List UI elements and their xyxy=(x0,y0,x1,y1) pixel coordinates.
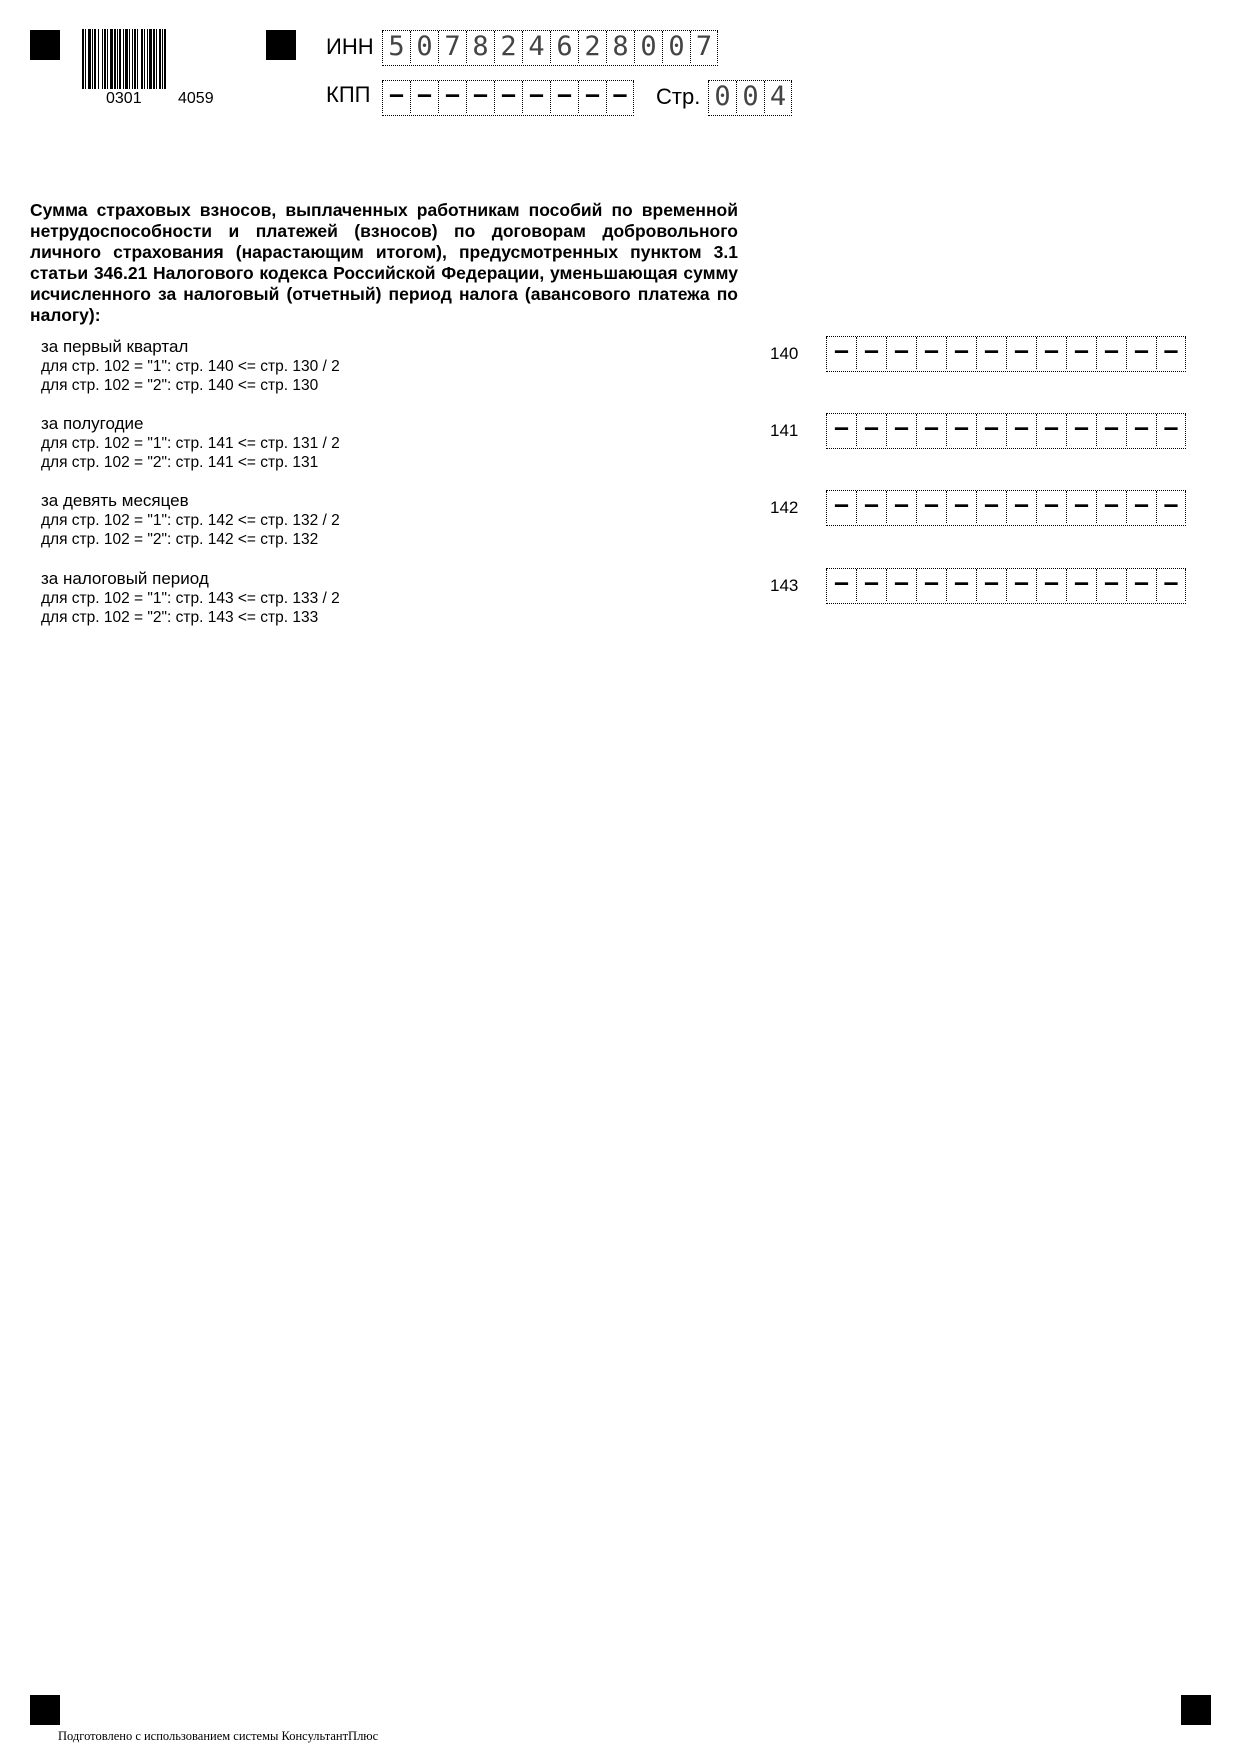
footer-note: Подготовлено с использованием системы КонсультантПлюс xyxy=(58,1729,379,1743)
page-number-field[interactable] xyxy=(708,80,792,116)
amount-cell[interactable]: – xyxy=(1126,491,1156,523)
amount-cell[interactable]: – xyxy=(826,414,856,446)
corner-marker-top-right xyxy=(266,30,296,60)
amount-cell[interactable]: – xyxy=(976,491,1006,523)
line-code-142: 142 xyxy=(770,498,799,517)
amount-cell[interactable]: – xyxy=(1096,414,1126,446)
amount-cell[interactable]: – xyxy=(976,337,1006,369)
amount-cell[interactable]: – xyxy=(886,491,916,523)
kpp-cell[interactable]: – xyxy=(550,81,578,113)
corner-marker-bottom-left xyxy=(30,1695,60,1725)
inn-digit-cell[interactable]: 0 xyxy=(634,31,662,63)
amount-cell[interactable]: – xyxy=(976,414,1006,446)
amount-cell[interactable]: – xyxy=(1066,569,1096,601)
amount-cell[interactable]: – xyxy=(946,491,976,523)
inn-digit-cell[interactable]: 2 xyxy=(578,31,606,63)
amount-cell[interactable]: – xyxy=(1156,337,1186,369)
inn-digit-cell[interactable]: 5 xyxy=(382,31,410,63)
amount-cell[interactable]: – xyxy=(1126,414,1156,446)
amount-cell[interactable]: – xyxy=(1096,337,1126,369)
amount-cell[interactable]: – xyxy=(946,337,976,369)
amount-cell[interactable]: – xyxy=(1126,569,1156,601)
kpp-cell[interactable]: – xyxy=(382,81,410,113)
amount-cell[interactable]: – xyxy=(856,491,886,523)
amount-cell[interactable]: – xyxy=(856,569,886,601)
line-code-141: 141 xyxy=(770,421,799,440)
amount-cell[interactable]: – xyxy=(886,569,916,601)
amount-cell[interactable]: – xyxy=(886,337,916,369)
row-title: за налоговый период xyxy=(41,569,209,588)
amount-cell[interactable]: – xyxy=(976,569,1006,601)
amount-cell[interactable]: – xyxy=(1036,491,1066,523)
inn-field[interactable] xyxy=(382,30,718,66)
corner-marker-top-left xyxy=(30,30,60,60)
amount-cell[interactable]: – xyxy=(1006,337,1036,369)
amount-cell[interactable]: – xyxy=(856,414,886,446)
section-heading: Сумма страховых взносов, выплаченных работникам пособий по временной нетрудоспособности и платежей (взносов) по договорам добровольного личного страхования (нарастающим итогом), предусмотренных пунктом 3.1 статьи 346.21 Налогового кодекса Российской Федерации, уменьшающая сумму исчисленного за налоговый (отчетный) период налога (авансового платежа по налогу): xyxy=(30,200,738,325)
amount-cell[interactable]: – xyxy=(826,569,856,601)
row-142-text xyxy=(41,491,661,549)
line-code-140: 140 xyxy=(770,344,799,363)
row-143-text xyxy=(41,569,661,627)
kpp-cell[interactable]: – xyxy=(578,81,606,113)
amount-cell[interactable]: – xyxy=(1066,491,1096,523)
amount-cell[interactable]: – xyxy=(1156,414,1186,446)
row-title: за полугодие xyxy=(41,414,144,433)
amount-cell[interactable]: – xyxy=(886,414,916,446)
amount-cell[interactable]: – xyxy=(856,337,886,369)
page-digit-cell[interactable]: 4 xyxy=(764,81,792,113)
kpp-cell[interactable]: – xyxy=(522,81,550,113)
amount-cell[interactable]: – xyxy=(916,569,946,601)
page-digit-cell[interactable]: 0 xyxy=(736,81,764,113)
amount-cell[interactable]: – xyxy=(916,414,946,446)
amount-cell[interactable]: – xyxy=(1006,414,1036,446)
page-digit-cell[interactable]: 0 xyxy=(708,81,736,113)
row-condition: для стр. 102 = "1": стр. 143 <= стр. 133 / 2 xyxy=(41,590,340,607)
row-title: за первый квартал xyxy=(41,337,189,356)
amount-cell[interactable]: – xyxy=(1006,569,1036,601)
inn-digit-cell[interactable]: 8 xyxy=(606,31,634,63)
amount-cell[interactable]: – xyxy=(1036,337,1066,369)
amount-cell[interactable]: – xyxy=(1006,491,1036,523)
amount-cell[interactable]: – xyxy=(916,491,946,523)
inn-digit-cell[interactable]: 2 xyxy=(494,31,522,63)
amount-cell[interactable]: – xyxy=(1096,569,1126,601)
amount-cell[interactable]: – xyxy=(1036,414,1066,446)
row-title: за девять месяцев xyxy=(41,491,189,510)
amount-cell[interactable]: – xyxy=(1036,569,1066,601)
kpp-cell[interactable]: – xyxy=(438,81,466,113)
line-code-143: 143 xyxy=(770,576,799,595)
row-condition: для стр. 102 = "2": стр. 140 <= стр. 130 xyxy=(41,377,319,394)
kpp-label: КПП xyxy=(326,82,371,107)
row-condition: для стр. 102 = "2": стр. 142 <= стр. 132 xyxy=(41,531,319,548)
amount-field-141[interactable] xyxy=(826,413,1186,449)
amount-cell[interactable]: – xyxy=(1156,491,1186,523)
amount-cell[interactable]: – xyxy=(1126,337,1156,369)
amount-cell[interactable]: – xyxy=(1066,414,1096,446)
amount-cell[interactable]: – xyxy=(826,491,856,523)
page-label: Стр. xyxy=(656,84,701,109)
inn-digit-cell[interactable]: 0 xyxy=(662,31,690,63)
inn-digit-cell[interactable]: 6 xyxy=(550,31,578,63)
corner-marker-bottom-right xyxy=(1181,1695,1211,1725)
row-141-text xyxy=(41,414,661,472)
kpp-field[interactable] xyxy=(382,80,634,116)
inn-digit-cell[interactable]: 0 xyxy=(410,31,438,63)
amount-field-142[interactable] xyxy=(826,490,1186,526)
row-condition: для стр. 102 = "1": стр. 141 <= стр. 131 / 2 xyxy=(41,435,340,452)
row-condition: для стр. 102 = "2": стр. 141 <= стр. 131 xyxy=(41,454,319,471)
row-condition: для стр. 102 = "1": стр. 140 <= стр. 130 / 2 xyxy=(41,358,340,375)
barcode-number-right: 4059 xyxy=(178,90,214,107)
amount-field-143[interactable] xyxy=(826,568,1186,604)
amount-cell[interactable]: – xyxy=(946,414,976,446)
inn-digit-cell[interactable]: 7 xyxy=(438,31,466,63)
barcode-number-left: 0301 xyxy=(106,90,142,107)
amount-cell[interactable]: – xyxy=(1096,491,1126,523)
inn-digit-cell[interactable]: 8 xyxy=(466,31,494,63)
row-140-text xyxy=(41,337,661,395)
amount-cell[interactable]: – xyxy=(1066,337,1096,369)
kpp-cell[interactable]: – xyxy=(466,81,494,113)
kpp-cell[interactable]: – xyxy=(606,81,634,113)
amount-cell[interactable]: – xyxy=(916,337,946,369)
amount-cell[interactable]: – xyxy=(946,569,976,601)
inn-digit-cell[interactable]: 7 xyxy=(690,31,718,63)
amount-cell[interactable]: – xyxy=(1156,569,1186,601)
inn-digit-cell[interactable]: 4 xyxy=(522,31,550,63)
kpp-cell[interactable]: – xyxy=(410,81,438,113)
row-condition: для стр. 102 = "1": стр. 142 <= стр. 132 / 2 xyxy=(41,512,340,529)
barcode xyxy=(82,29,242,89)
row-condition: для стр. 102 = "2": стр. 143 <= стр. 133 xyxy=(41,609,319,626)
inn-label: ИНН xyxy=(326,34,374,59)
kpp-cell[interactable]: – xyxy=(494,81,522,113)
amount-field-140[interactable] xyxy=(826,336,1186,372)
amount-cell[interactable]: – xyxy=(826,337,856,369)
